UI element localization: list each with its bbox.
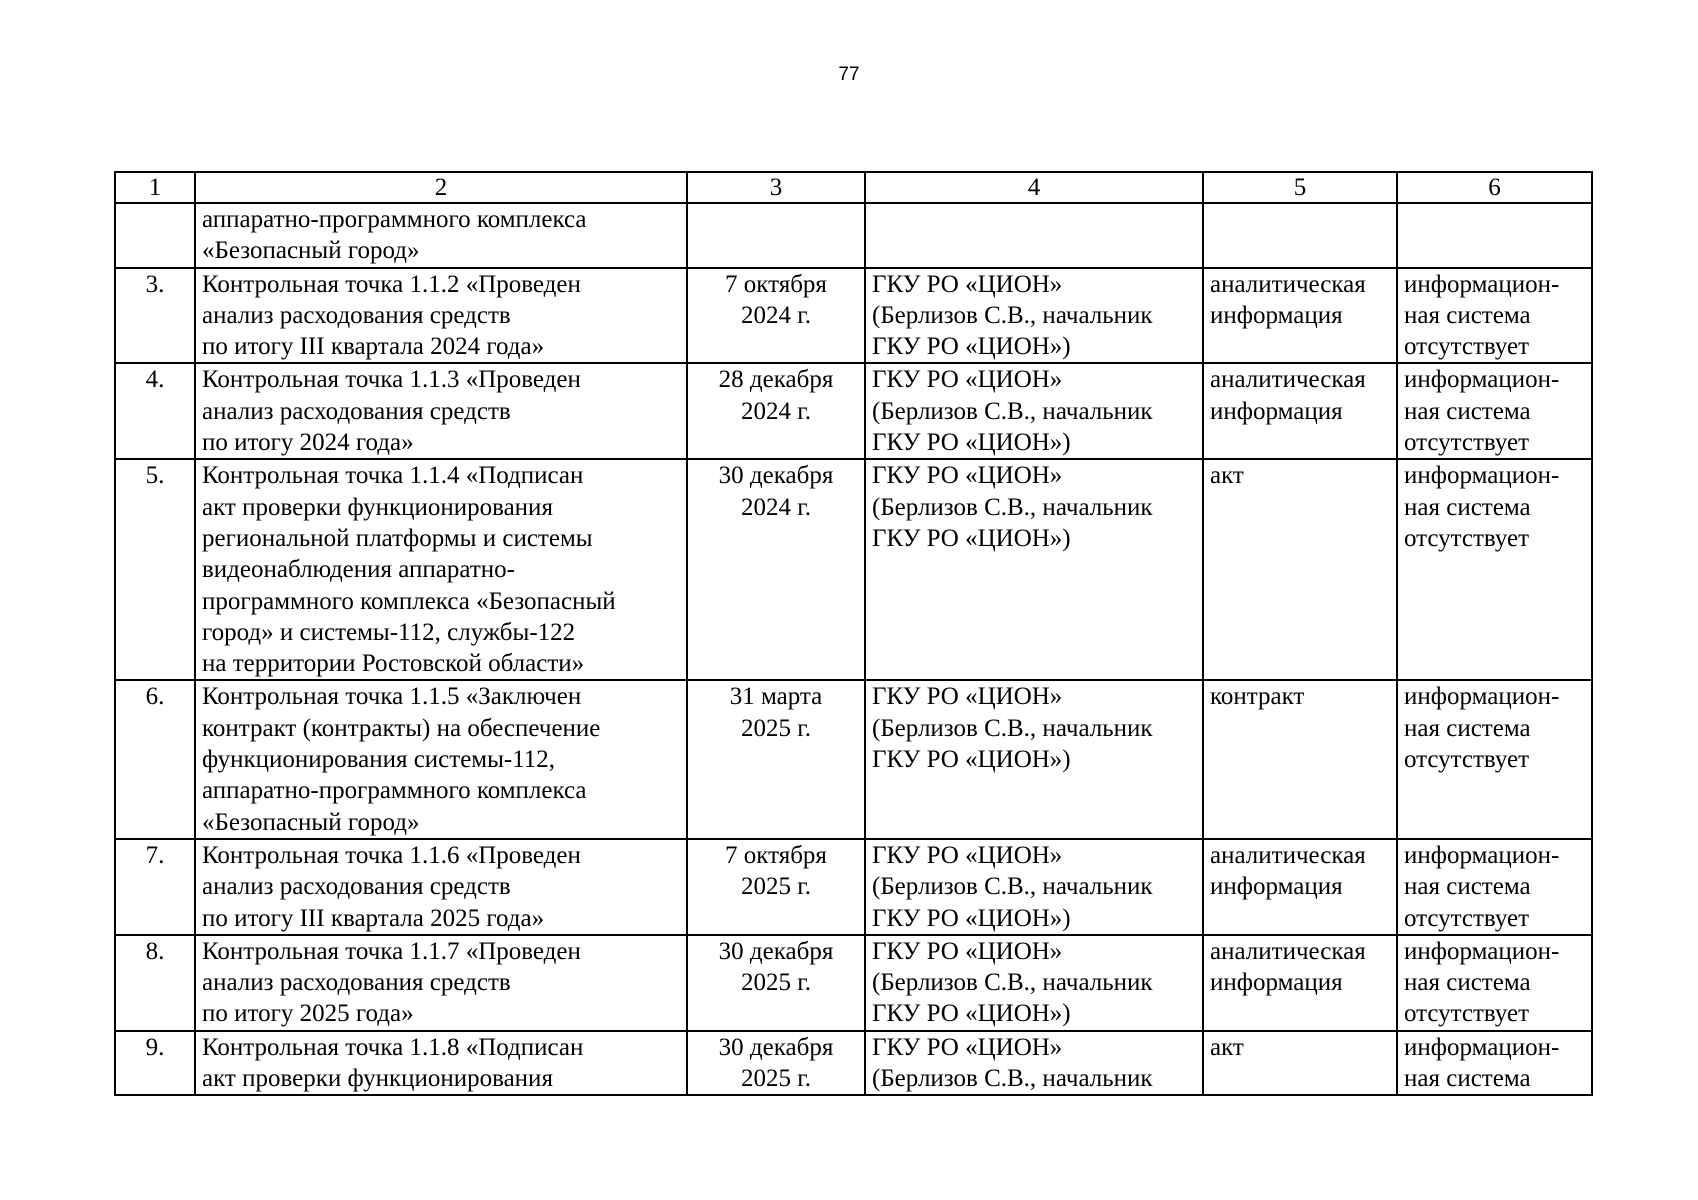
table-row xyxy=(115,268,1592,364)
table-row xyxy=(115,935,1592,1031)
cell-text-line: видеонаблюдения аппаратно- xyxy=(202,556,515,584)
cell-text-line: аналитическая xyxy=(1210,937,1366,965)
cell-text-line: информация xyxy=(1210,969,1343,997)
cell-text-line: Контрольная точка 1.1.5 «Заключен xyxy=(202,683,582,711)
cell-text-line: отсутствует xyxy=(1404,904,1530,932)
control-points-table xyxy=(114,171,1593,1096)
cell-text-line: ГКУ РО «ЦИОН») xyxy=(872,524,1071,552)
document-type-cell xyxy=(1203,839,1397,935)
info-system-cell xyxy=(1397,363,1592,459)
column-header: 6 xyxy=(1397,172,1592,203)
cell-text-line: отсутствует xyxy=(1404,429,1530,457)
cell-text-line: 30 декабря xyxy=(718,937,834,965)
responsible-cell xyxy=(865,268,1203,364)
cell-text-line: «Безопасный город» xyxy=(202,808,420,836)
row-number-cell: 8. xyxy=(115,935,195,1031)
table-body xyxy=(115,203,1592,1095)
cell-text-line: Контрольная точка 1.1.3 «Проведен xyxy=(202,366,581,394)
cell-text-line: контракт (контракты) на обеспечение xyxy=(202,714,601,742)
cell-text-line: 2024 г. xyxy=(741,301,811,329)
column-header: 5 xyxy=(1203,172,1397,203)
cell-text-line: анализ расходования средств xyxy=(202,969,511,997)
cell-text-line: информацион- xyxy=(1404,841,1560,869)
cell-text-line: по итогу III квартала 2024 года» xyxy=(202,333,545,361)
cell-text-line: акт проверки функционирования xyxy=(202,493,553,521)
responsible-cell xyxy=(865,459,1203,680)
cell-text-line: на территории Ростовской области» xyxy=(202,650,585,678)
cell-text-line: 2025 г. xyxy=(741,1065,811,1093)
cell-text-line: Контрольная точка 1.1.4 «Подписан xyxy=(202,462,584,490)
control-point-cell xyxy=(195,203,687,268)
cell-text-line: (Берлизов С.В., начальник xyxy=(872,301,1153,329)
table-row xyxy=(115,363,1592,459)
table-row xyxy=(115,203,1592,268)
cell-text-line: 30 декабря xyxy=(718,1033,834,1061)
cell-text-line: аппаратно-программного комплекса xyxy=(202,777,587,805)
cell-text-line: ГКУ РО «ЦИОН» xyxy=(872,1033,1063,1061)
cell-text-line: информацион- xyxy=(1404,366,1560,394)
deadline-cell xyxy=(687,1031,865,1096)
cell-text-line: ная система xyxy=(1404,493,1531,521)
control-point-cell xyxy=(195,680,687,838)
cell-text-line: отсутствует xyxy=(1404,333,1530,361)
cell-text-line: город» и системы-112, службы-122 xyxy=(202,618,576,646)
cell-text-line: Контрольная точка 1.1.7 «Проведен xyxy=(202,937,581,965)
responsible-cell xyxy=(865,839,1203,935)
document-type-cell xyxy=(1203,268,1397,364)
cell-text-line: 7 октября xyxy=(725,841,827,869)
cell-text-line: информация xyxy=(1210,397,1343,425)
cell-text-line: информацион- xyxy=(1404,462,1560,490)
cell-text-line: ная система xyxy=(1404,1065,1531,1093)
control-point-cell xyxy=(195,935,687,1031)
cell-text-line: ГКУ РО «ЦИОН» xyxy=(872,841,1063,869)
cell-text-line: Контрольная точка 1.1.6 «Проведен xyxy=(202,841,581,869)
document-type-cell xyxy=(1203,680,1397,838)
cell-text-line: 7 октября xyxy=(725,270,827,298)
cell-text-line: ГКУ РО «ЦИОН» xyxy=(872,683,1063,711)
info-system-cell xyxy=(1397,935,1592,1031)
cell-text-line: аналитическая xyxy=(1210,841,1366,869)
row-number-cell: 6. xyxy=(115,680,195,838)
deadline-cell xyxy=(687,459,865,680)
cell-text-line: ГКУ РО «ЦИОН» xyxy=(872,937,1063,965)
row-number-cell: 5. xyxy=(115,459,195,680)
responsible-cell xyxy=(865,1031,1203,1096)
document-type-cell xyxy=(1203,935,1397,1031)
responsible-cell xyxy=(865,935,1203,1031)
row-number-cell: 3. xyxy=(115,268,195,364)
deadline-cell xyxy=(687,363,865,459)
table-row xyxy=(115,459,1592,680)
cell-text-line: 30 декабря xyxy=(718,462,834,490)
cell-text-line: аппаратно-программного комплекса xyxy=(202,206,587,233)
cell-text-line: информацион- xyxy=(1404,937,1560,965)
cell-text-line: ная система xyxy=(1404,873,1531,901)
cell-text-line: 2024 г. xyxy=(741,397,811,425)
control-point-cell xyxy=(195,363,687,459)
column-header: 4 xyxy=(865,172,1203,203)
cell-text-line: (Берлизов С.В., начальник xyxy=(872,493,1153,521)
responsible-cell xyxy=(865,363,1203,459)
cell-text-line: 28 декабря xyxy=(718,366,834,394)
deadline-cell xyxy=(687,680,865,838)
cell-text-line: анализ расходования средств xyxy=(202,397,511,425)
control-point-cell xyxy=(195,839,687,935)
cell-text-line: ГКУ РО «ЦИОН» xyxy=(872,270,1063,298)
control-point-cell xyxy=(195,268,687,364)
cell-text-line: ГКУ РО «ЦИОН») xyxy=(872,1000,1071,1028)
row-number-cell: 9. xyxy=(115,1031,195,1096)
document-type-cell xyxy=(1203,1031,1397,1096)
document-type-cell xyxy=(1203,203,1397,268)
cell-text-line: аналитическая xyxy=(1210,366,1366,394)
table-row xyxy=(115,839,1592,935)
cell-text-line: Контрольная точка 1.1.2 «Проведен xyxy=(202,270,581,298)
header-row xyxy=(115,172,1592,203)
cell-text-line: акт xyxy=(1210,1033,1244,1061)
cell-text-line: (Берлизов С.В., начальник xyxy=(872,969,1153,997)
responsible-cell xyxy=(865,203,1203,268)
cell-text-line: функционирования системы-112, xyxy=(202,746,556,774)
cell-text-line: ГКУ РО «ЦИОН») xyxy=(872,904,1071,932)
cell-text-line: аналитическая xyxy=(1210,270,1366,298)
cell-text-line: отсутствует xyxy=(1404,1000,1530,1028)
info-system-cell xyxy=(1397,268,1592,364)
cell-text-line: 31 марта xyxy=(729,683,823,711)
cell-text-line: отсутствует xyxy=(1404,524,1530,552)
cell-text-line: анализ расходования средств xyxy=(202,873,511,901)
cell-text-line: ГКУ РО «ЦИОН» xyxy=(872,366,1063,394)
cell-text-line: по итогу III квартала 2025 года» xyxy=(202,904,545,932)
control-point-cell xyxy=(195,459,687,680)
cell-text-line: 2025 г. xyxy=(741,714,811,742)
deadline-cell xyxy=(687,268,865,364)
cell-text-line: (Берлизов С.В., начальник xyxy=(872,397,1153,425)
cell-text-line: 2025 г. xyxy=(741,969,811,997)
cell-text-line: контракт xyxy=(1210,683,1305,711)
cell-text-line: 2025 г. xyxy=(741,873,811,901)
cell-text-line: отсутствует xyxy=(1404,746,1530,774)
deadline-cell xyxy=(687,935,865,1031)
column-header: 1 xyxy=(115,172,195,203)
deadline-cell xyxy=(687,203,865,268)
cell-text-line: региональной платформы и системы xyxy=(202,524,593,552)
cell-text-line: информацион- xyxy=(1404,683,1560,711)
info-system-cell xyxy=(1397,459,1592,680)
info-system-cell xyxy=(1397,839,1592,935)
column-header: 3 xyxy=(687,172,865,203)
cell-text-line: по итогу 2024 года» xyxy=(202,429,414,457)
cell-text-line: ГКУ РО «ЦИОН» xyxy=(872,462,1063,490)
table-row xyxy=(115,1031,1592,1096)
info-system-cell xyxy=(1397,680,1592,838)
cell-text-line: анализ расходования средств xyxy=(202,301,511,329)
row-number-cell: 7. xyxy=(115,839,195,935)
info-system-cell xyxy=(1397,203,1592,268)
cell-text-line: по итогу 2025 года» xyxy=(202,1000,414,1028)
cell-text-line: информация xyxy=(1210,873,1343,901)
page-number: 77 xyxy=(838,64,860,85)
cell-text-line: акт xyxy=(1210,462,1244,490)
cell-text-line: ная система xyxy=(1404,714,1531,742)
cell-text-line: (Берлизов С.В., начальник xyxy=(872,1065,1153,1093)
document-type-cell xyxy=(1203,363,1397,459)
cell-text-line: информацион- xyxy=(1404,1033,1560,1061)
cell-text-line: ГКУ РО «ЦИОН») xyxy=(872,746,1071,774)
column-header: 2 xyxy=(195,172,687,203)
table-row xyxy=(115,680,1592,838)
cell-text-line: ная система xyxy=(1404,301,1531,329)
cell-text-line: (Берлизов С.В., начальник xyxy=(872,873,1153,901)
cell-text-line: информация xyxy=(1210,301,1343,329)
responsible-cell xyxy=(865,680,1203,838)
row-number-cell xyxy=(115,203,195,268)
info-system-cell xyxy=(1397,1031,1592,1096)
cell-text-line: (Берлизов С.В., начальник xyxy=(872,714,1153,742)
cell-text-line: Контрольная точка 1.1.8 «Подписан xyxy=(202,1033,584,1061)
cell-text-line: ная система xyxy=(1404,969,1531,997)
cell-text-line: акт проверки функционирования xyxy=(202,1065,553,1093)
cell-text-line: ГКУ РО «ЦИОН») xyxy=(872,429,1071,457)
cell-text-line: ная система xyxy=(1404,397,1531,425)
control-point-cell xyxy=(195,1031,687,1096)
cell-text-line: информацион- xyxy=(1404,270,1560,298)
deadline-cell xyxy=(687,839,865,935)
cell-text-line: «Безопасный город» xyxy=(202,237,420,265)
cell-text-line: 2024 г. xyxy=(741,493,811,521)
cell-text-line: программного комплекса «Безопасный xyxy=(202,587,616,615)
document-type-cell xyxy=(1203,459,1397,680)
row-number-cell: 4. xyxy=(115,363,195,459)
cell-text-line: ГКУ РО «ЦИОН») xyxy=(872,333,1071,361)
